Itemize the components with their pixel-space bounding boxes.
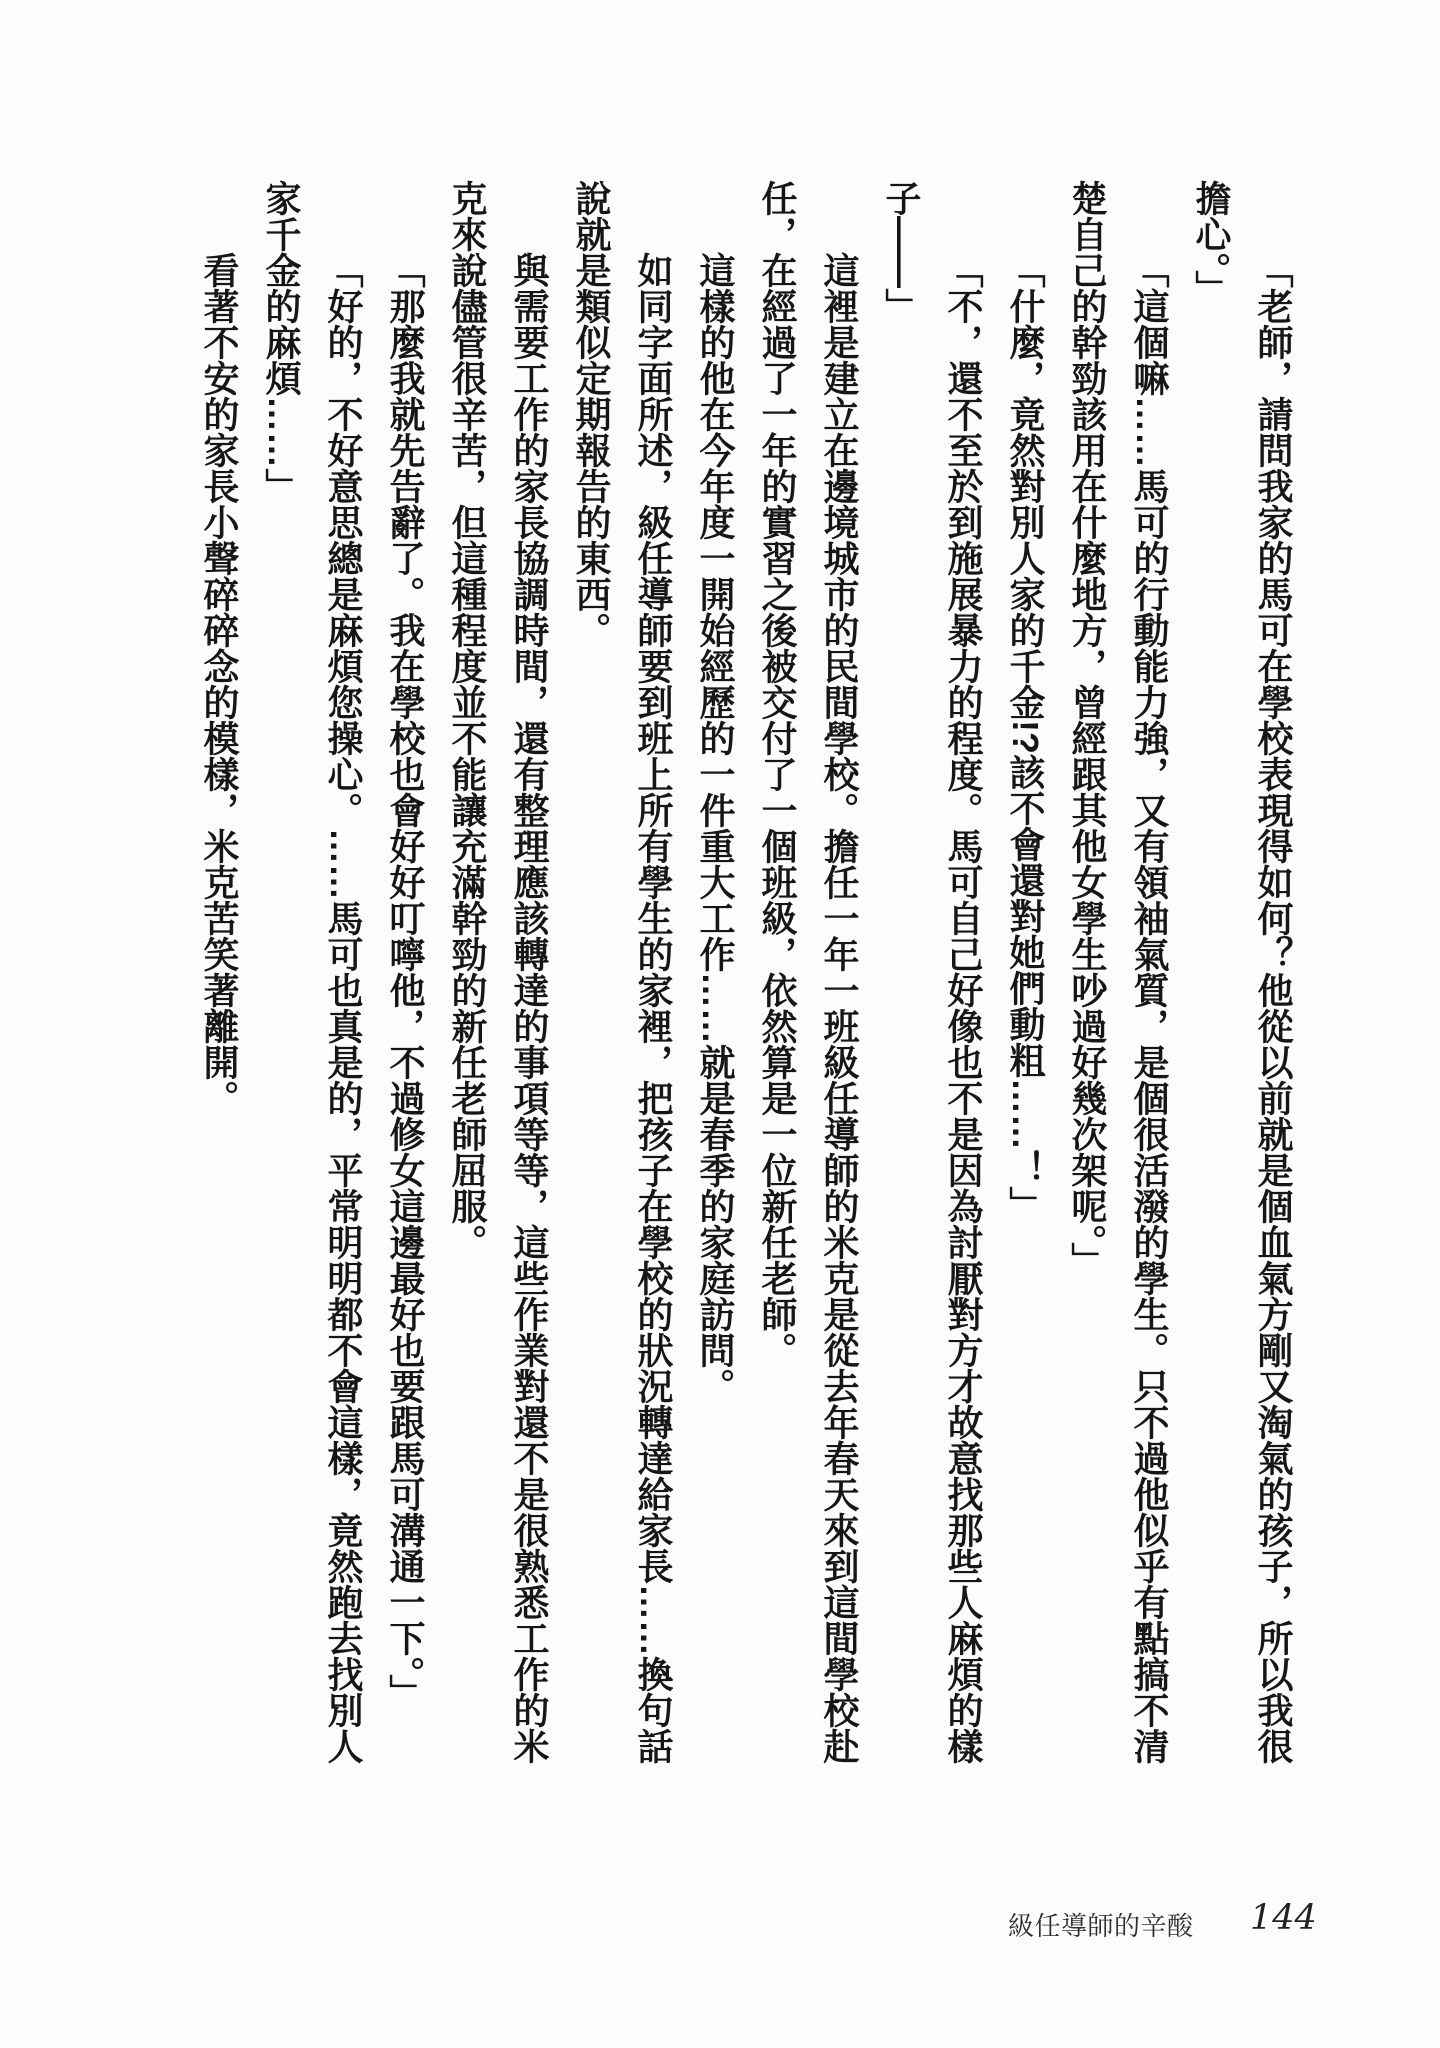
text-column: 「那麼我就先告辭了。我在學校也會好好叮嚀他，不過修女這邊最好也要跟馬可溝通一下。」 [385,252,426,1710]
text-column: 子——」 [881,180,922,324]
text-column: 擔心。」 [1191,180,1232,306]
text-column: 與需要工作的家長協調時間，還有整理應該轉達的事項等等，這些作業對還不是很熟悉工作的米 [509,252,550,1764]
page-number: 144 [1250,1898,1317,1938]
text-column: 這裡是建立在邊境城市的民間學校。擔任一年一班級任導師的米克是從去年春天來到這間學校赴 [819,252,860,1764]
text-column: 「老師，請問我家的馬可在學校表現得如何？他從以前就是個血氣方剛又淘氣的孩子，所以我很 [1253,252,1294,1764]
text-column: 「什麼，竟然對別人家的千金!?該不會還對她們動粗……！」 [1005,252,1046,1222]
text-column: 任，在經過了一年的實習之後被交付了一個班級，依然算是一位新任老師。 [757,180,798,1368]
text-column: 「這個嘛……馬可的行動能力強，又有領袖氣質，是個很活潑的學生。只不過他似乎有點搞不清 [1129,252,1170,1764]
running-chapter-title: 級任導師的辛酸 [1008,1911,1194,1941]
text-column: 「不，還不至於到施展暴力的程度。馬可自己好像也不是因為討厭對方才故意找那些人麻煩的樣 [943,252,984,1764]
text-column: 如同字面所述，級任導師要到班上所有學生的家裡，把孩子在學校的狀況轉達給家長……換句話 [633,252,674,1764]
text-column: 「好的，不好意思總是麻煩您操心。……馬可也真是的，平常明明都不會這樣，竟然跑去找別人 [323,252,364,1764]
text-column: 這樣的他在今年度一開始經歷的一件重大工作……就是春季的家庭訪問。 [695,252,736,1404]
text-column: 克來說儘管很辛苦，但這種程度並不能讓充滿幹勁的新任老師屈服。 [447,180,488,1260]
text-column: 家千金的麻煩……」 [261,180,302,504]
text-column: 看著不安的家長小聲碎碎念的模樣，米克苦笑著離開。 [199,252,240,1116]
text-column: 楚自己的幹勁該用在什麼地方，曾經跟其他女學生吵過好幾次架呢。」 [1067,180,1108,1278]
text-column: 說就是類似定期報告的東西。 [571,180,612,648]
